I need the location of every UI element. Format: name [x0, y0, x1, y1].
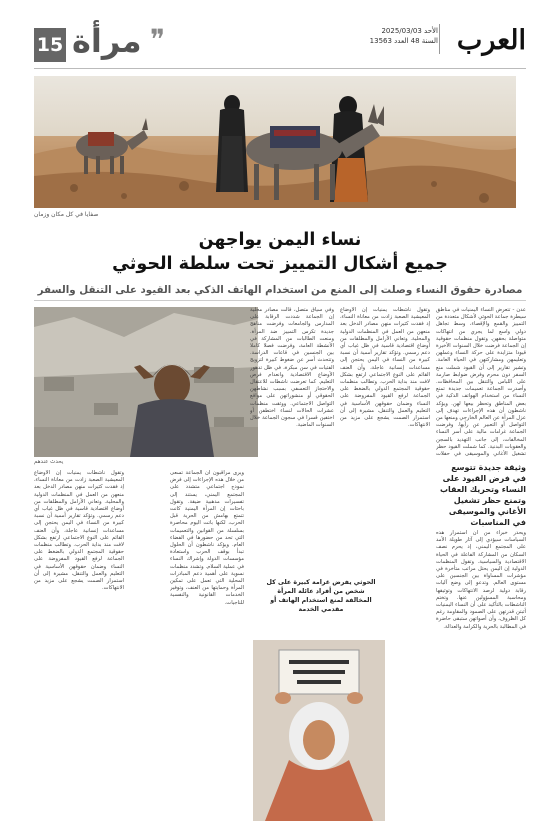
issue-info — [370, 26, 438, 46]
girl-photo — [253, 640, 385, 821]
page-number: 15 — [34, 28, 66, 62]
body-column-1b-text: ويحذر خبراء من أن استمرار هذه السياسات سيؤدي إلى آثار طويلة الأمد على المجتمع اليمني، إذ يحرم نصف السكان من المشاركة الفاعلة في الحياة الاقتصادية والسياسية. وتقول المنظمات الدولية إن اليمن يحتل مراتب متأخرة في مؤشرات المساواة بين الجنسين على مستوى العالم. وتدعو إلى وضع آليات رقابة دولية لرصد الانتهاكات وتوثيقها ومحاسبة المسؤولين عنها. وتختم الناشطات بالتأكيد على أن النساء اليمنيات أثبتن قدرتهن على الصمود والمقاومة رغم كل الظروف، وأن أصواتهن ستبقى حاضرة في المطالبة بالحرية والكرامة والعدالة. — [436, 530, 526, 630]
body-column-1b — [436, 530, 526, 821]
header-rule — [34, 68, 526, 69]
body-column-1-text: عدن - تتعرض النساء اليمنيات في مناطق سيطرة جماعة الحوثي لأشكال متعددة من التمييز والقمع والإقصاء، وسط تجاهل دولي واسع لما يجري من انتهاكات متواصلة بحقهن. وتقول منظمات حقوقية إن الجماعة فرضت خلال السنوات الأخيرة قيودا متزايدة على حركة النساء وعملهن وتعليمهن ومشاركتهن في الحياة العامة. وتشير تقارير إلى أن القيود شملت منع السفر دون محرم وفرض ضوابط صارمة على اللباس والتنقل بين المحافظات. وأصدرت الجماعة تعميمات جديدة تمنع النساء من استخدام الهواتف الذكية في بعض المناطق وتحظر بيعها لهن. ويؤكد ناشطون أن هذه الإجراءات تهدف إلى عزل المرأة عن العالم الخارجي ومنعها من التواصل أو التعبير عن رأيها. وفرضت الجماعة غرامات مالية على أسر النساء المخالفات، إلى جانب التهديد بالسجن والعقوبات البدنية. كما شملت القيود حظر تشغيل الأغاني والموسيقى في حفلات — [436, 307, 526, 457]
pullquote-right: وثيقة جديدة تتوسع في فرض القيود على النساء وتحريك العقاب وتمنع حظر تشغيل الأغاني والموسيقى في المناسبات — [439, 463, 526, 527]
boy-photo — [34, 307, 258, 457]
issue-date: الأحد 2025/03/03 — [381, 27, 438, 35]
headline-line-2: جميع أشكال التمييز تحت سلطة الحوثي — [112, 254, 448, 274]
boy-photo-illustration — [34, 307, 258, 457]
body-column-4-text: ويرى مراقبون أن الجماعة تسعى من خلال هذه الإجراءات إلى فرض نموذج اجتماعي متشدد على المجتمع اليمني، يستند إلى تفسيرات مذهبية ضيقة. وتقول باحثات إن المرأة اليمنية كانت تتمتع بهامش من الحرية قبل الحرب، لكنها باتت اليوم محاصرة بسلسلة من القوانين والتعميمات التي تحد من حضورها في الفضاء العام. ويؤكد ناشطون أن الحلول تبدأ بوقف الحرب واستعادة مؤسسات الدولة وإشراك النساء في عملية السلام. وتشدد منظمات نسوية على أهمية دعم المبادرات المحلية التي تعمل على تمكين المرأة وحمايتها من العنف، وتوفير الخدمات القانونية والنفسية للناجيات. — [170, 470, 244, 606]
body-column-4 — [170, 470, 244, 821]
article-subhead: مصادرة حقوق النساء وصلت إلى المنع من استخدام الهاتف الذكي بعد القيود على التنقل والسفر — [37, 284, 523, 296]
body-column-3-text: وفي سياق متصل، قالت مصادر محلية إن الجماعة شددت الرقابة على المدارس والجامعات وفرضت مناهج جديدة تكرس التمييز ضد المرأة. ومنعت الطالبات من المشاركة في الأنشطة العامة، وفرضت فصلا كاملا بين الجنسين في قاعات الدراسة. وتتحدث أسر عن ضغوط كبيرة لتزويج الفتيات في سن مبكرة، في ظل تدهور الأوضاع الاقتصادية وانعدام فرص التعليم. كما تعرضت ناشطات للاعتقال والاحتجاز التعسفي بسبب نشاطهن الحقوقي أو منشوراتهن على مواقع التواصل الاجتماعي. ووثقت منظمات عشرات الحالات لنساء اختطفن أو اختفين قسرا في سجون الجماعة خلال السنوات الماضية. — [250, 307, 334, 429]
box-caption: الحوثي يفرض غرامة كبيرة على كل شخص من أفراد عائلة المرأة المخالفة لمنع استخدام الهاتف أو مقدمي الخدمة — [266, 579, 376, 613]
body-column-3 — [250, 307, 334, 573]
hero-photo-credit: صفايا في كل مكان وزمان — [34, 211, 99, 218]
body-column-5-text: وتقول ناشطات يمنيات إن الأوضاع المعيشية الصعبة زادت من معاناة النساء، إذ فقدت كثيرات منهن مصادر الدخل بعد منعهن من العمل في المنظمات الدولية والمحلية. وتعاني الأرامل والمطلقات من أوضاع اقتصادية قاسية في ظل غياب أي دعم رسمي. وتؤكد تقارير أممية أن نسبة كبيرة من النساء في اليمن يحتجن إلى مساعدات إنسانية عاجلة، وأن العنف القائم على النوع الاجتماعي ارتفع بشكل لافت منذ بداية الحرب. وتطالب منظمات حقوقية المجتمع الدولي بالضغط على الجماعة لرفع القيود المفروضة على النساء وضمان حقوقهن الأساسية في التعليم والعمل والتنقل، مشيرة إلى أن استمرار الصمت يشجع على مزيد من الانتهاكات. — [34, 470, 124, 592]
woman-figure-1 — [216, 95, 248, 192]
body-column-2-text: وتقول ناشطات يمنيات إن الأوضاع المعيشية الصعبة زادت من معاناة النساء، إذ فقدت كثيرات منهن مصادر الدخل بعد منعهن من العمل في المنظمات الدولية والمحلية. وتعاني الأرامل والمطلقات من أوضاع اقتصادية قاسية في ظل غياب أي دعم رسمي. وتؤكد تقارير أممية أن نسبة كبيرة من النساء في اليمن يحتجن إلى مساعدات إنسانية عاجلة، وأن العنف القائم على النوع الاجتماعي ارتفع بشكل لافت منذ بداية الحرب. وتطالب منظمات حقوقية المجتمع الدولي بالضغط على الجماعة لرفع القيود المفروضة على النساء وضمان حقوقهن الأساسية في التعليم والعمل والتنقل، مشيرة إلى أن استمرار الصمت يشجع على مزيد من الانتهاكات. — [340, 307, 430, 429]
boy-photo-credit: يحدث عندهم — [34, 459, 64, 465]
body-column-5 — [34, 470, 124, 821]
hero-illustration — [34, 76, 516, 208]
masthead-divider — [439, 24, 440, 54]
body-column-1 — [436, 307, 526, 457]
headline-line-1: نساء اليمن يواجهن — [198, 230, 362, 250]
subhead-rule — [34, 300, 526, 301]
hero-photo — [34, 76, 516, 208]
issue-number: السنة 48 العدد 13563 — [369, 37, 438, 45]
section-title: مرأة — [72, 22, 142, 60]
article-headline — [34, 228, 526, 276]
quote-icon: ❞ — [150, 23, 166, 56]
newspaper-logo: العرب — [456, 25, 526, 56]
girl-photo-illustration — [253, 640, 385, 821]
